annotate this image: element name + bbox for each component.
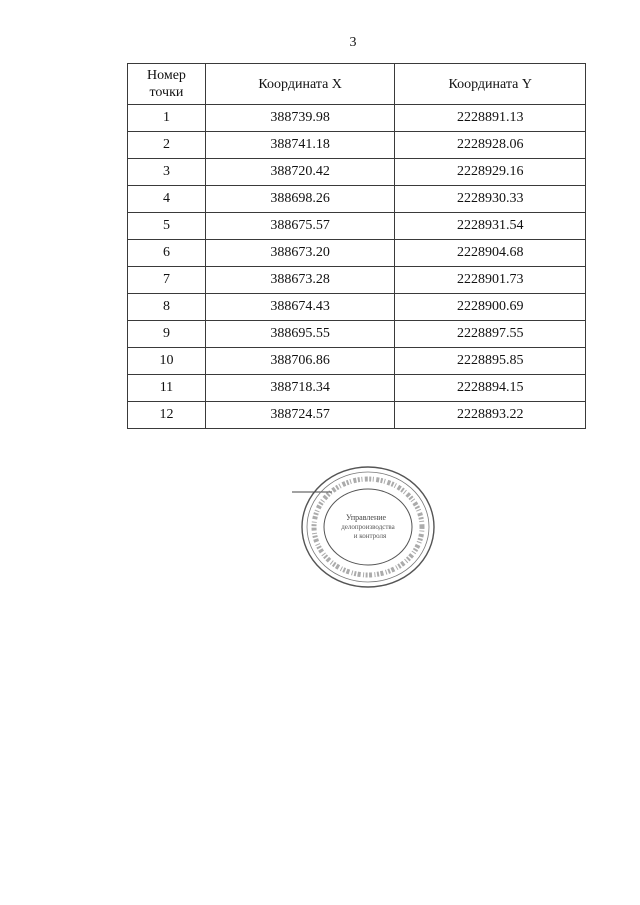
point-number-cell: 8 (128, 294, 206, 321)
coordinates-table (127, 63, 586, 429)
coordinate-x-cell: 388673.28 (205, 267, 395, 294)
point-number-cell: 12 (128, 402, 206, 429)
header-coordinate-x: Координата X (205, 64, 395, 105)
point-number-cell: 3 (128, 159, 206, 186)
coordinate-y-cell: 2228901.73 (395, 267, 586, 294)
table-row (128, 267, 586, 294)
coordinate-x-cell: 388695.55 (205, 321, 395, 348)
table-row (128, 294, 586, 321)
seal-text-line-2: делопроизводства (341, 523, 395, 531)
coordinate-x-cell: 388741.18 (205, 132, 395, 159)
coordinate-y-cell: 2228894.15 (395, 375, 586, 402)
coordinate-x-cell: 388724.57 (205, 402, 395, 429)
point-number-cell: 6 (128, 240, 206, 267)
page-number: 3 (349, 35, 357, 50)
table-row (128, 159, 586, 186)
coordinate-x-cell: 388674.43 (205, 294, 395, 321)
official-seal (292, 462, 442, 592)
point-number-cell: 7 (128, 267, 206, 294)
point-number-cell: 10 (128, 348, 206, 375)
coordinate-y-cell: 2228893.22 (395, 402, 586, 429)
coordinate-y-cell: 2228895.85 (395, 348, 586, 375)
coordinate-y-cell: 2228897.55 (395, 321, 586, 348)
coordinate-y-cell: 2228931.54 (395, 213, 586, 240)
point-number-cell: 11 (128, 375, 206, 402)
point-number-cell: 2 (128, 132, 206, 159)
seal-text-line-1: Управление (345, 513, 387, 522)
table-row (128, 321, 586, 348)
table-row (128, 402, 586, 429)
coordinate-x-cell: 388720.42 (205, 159, 395, 186)
point-number-cell: 5 (128, 213, 206, 240)
coordinate-x-cell: 388706.86 (205, 348, 395, 375)
point-number-cell: 9 (128, 321, 206, 348)
seal-text-line-3: и контроля (353, 532, 387, 540)
coordinate-y-cell: 2228904.68 (395, 240, 586, 267)
coordinate-x-cell: 388718.34 (205, 375, 395, 402)
table-row (128, 213, 586, 240)
coordinate-x-cell: 388698.26 (205, 186, 395, 213)
coordinate-y-cell: 2228891.13 (395, 105, 586, 132)
coordinate-y-cell: 2228930.33 (395, 186, 586, 213)
coordinate-x-cell: 388675.57 (205, 213, 395, 240)
point-number-cell: 1 (128, 105, 206, 132)
table-row (128, 132, 586, 159)
point-number-cell: 4 (128, 186, 206, 213)
table-row (128, 240, 586, 267)
coordinate-x-cell: 388673.20 (205, 240, 395, 267)
coordinate-y-cell: 2228928.06 (395, 132, 586, 159)
table-row (128, 186, 586, 213)
table-row (128, 348, 586, 375)
coordinate-x-cell: 388739.98 (205, 105, 395, 132)
table-row (128, 105, 586, 132)
coordinate-y-cell: 2228929.16 (395, 159, 586, 186)
table-header-row (128, 64, 586, 105)
header-coordinate-y: Координата Y (395, 64, 586, 105)
header-point-number: Номер точки (128, 64, 206, 105)
table-row (128, 375, 586, 402)
coordinate-y-cell: 2228900.69 (395, 294, 586, 321)
